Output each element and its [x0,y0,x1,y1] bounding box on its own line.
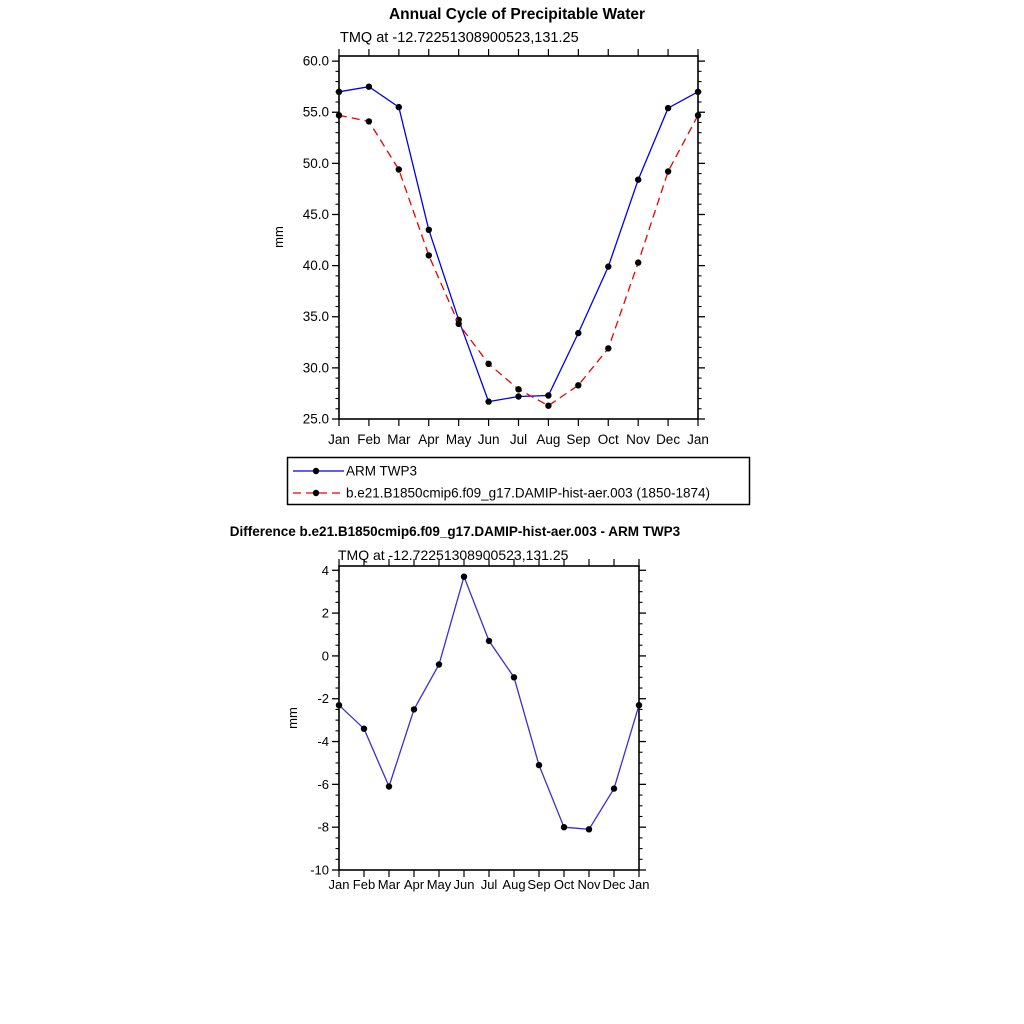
x-tick-label: Jul [509,432,528,447]
series-0-data-point [386,783,392,789]
series-0-data-point [665,105,671,111]
x-tick-label: Jun [477,432,500,447]
y-tick-label: -2 [317,691,329,707]
y-tick-label: -4 [317,734,329,750]
figure-difference [230,524,681,892]
y-tick-label: 45.0 [302,206,329,222]
fig2-title: Difference b.e21.B1850cmip6.f09_g17.DAMIP-hist-aer.003 - ARM TWP3 [229,524,681,539]
x-tick-label: Mar [387,432,411,447]
series-1-data-point [575,382,581,388]
fig1-plot-area [303,49,709,447]
series-1-data-point [456,321,462,327]
series-1-line [339,115,698,405]
series-0-line [339,577,639,830]
x-tick-label: Jan [328,432,350,447]
series-0-data-point [461,574,467,580]
fig2-subtitle: TMQ at -12.72251308900523,131.25 [338,547,569,563]
x-tick-label: Oct [597,432,619,447]
x-tick-label: Jul [480,877,498,892]
series-0-data-point [536,762,542,768]
series-0-data-point [636,702,642,708]
y-tick-label: 30.0 [302,360,329,376]
series-1-data-point [336,112,342,118]
y-tick-label: 35.0 [302,309,329,325]
series-1-data-point [635,259,641,265]
x-tick-label: Jan [328,877,350,892]
x-tick-label: Jun [453,877,475,892]
y-tick-label: 2 [321,605,329,621]
fig1-subtitle: TMQ at -12.72251308900523,131.25 [340,30,579,46]
series-0-data-point [366,84,372,90]
series-0-data-point [605,263,611,269]
x-tick-label: Jan [628,877,650,892]
series-0-data-point [695,89,701,95]
series-0-data-point [515,393,521,399]
y-tick-label: 55.0 [302,104,329,120]
x-tick-label: Feb [357,432,381,447]
y-tick-label: 60.0 [302,53,329,69]
series-0-data-point [511,674,517,680]
legend-marker-icon [313,490,319,496]
series-1-data-point [426,252,432,258]
x-tick-label: Apr [403,877,425,892]
series-0-data-point [485,398,491,404]
fig2-plot-area [310,559,649,892]
plot-frame [339,56,698,419]
x-tick-label: May [426,877,452,892]
series-0-data-point [611,785,617,791]
series-0-data-point [411,706,417,712]
series-0-data-point [586,826,592,832]
legend [288,458,750,505]
x-tick-label: Jan [687,432,709,447]
series-0-data-point [635,177,641,183]
y-tick-label: 40.0 [302,258,329,274]
series-0-data-point [336,702,342,708]
y-tick-label: 4 [321,562,329,578]
series-0-data-point [396,104,402,110]
series-1-data-point [515,386,521,392]
series-0-data-point [575,330,581,336]
legend-label-model: b.e21.B1850cmip6.f09_g17.DAMIP-hist-aer.003 (1850-1874) [346,485,710,501]
fig2-y-axis-label: mm [285,707,300,729]
series-0-data-point [361,726,367,732]
series-0-data-point [426,227,432,233]
y-tick-label: -6 [317,776,329,792]
y-tick-label: -8 [317,819,329,835]
x-tick-label: Dec [656,432,681,447]
y-tick-label: 0 [321,648,329,664]
series-1-data-point [366,118,372,124]
x-tick-label: Sep [527,877,551,892]
x-tick-label: Nov [577,877,601,892]
series-1-data-point [545,403,551,409]
x-tick-label: Dec [602,877,626,892]
y-tick-label: -10 [310,862,329,878]
series-1-data-point [665,168,671,174]
x-tick-label: Oct [553,877,575,892]
series-0-data-point [486,638,492,644]
plot-frame [339,566,639,870]
fig1-y-axis-label: mm [271,226,286,248]
legend-label-obs: ARM TWP3 [346,463,418,479]
series-0-data-point [436,661,442,667]
x-tick-label: Mar [377,877,401,892]
x-tick-label: Feb [352,877,376,892]
series-0-data-point [561,824,567,830]
x-tick-label: Aug [502,877,526,892]
figure-annual-cycle [271,6,709,447]
y-tick-label: 50.0 [302,155,329,171]
series-1-data-point [605,345,611,351]
series-1-data-point [695,112,701,118]
x-tick-label: Nov [626,432,651,447]
series-0-data-point [336,89,342,95]
x-tick-label: Apr [418,432,440,447]
series-1-data-point [485,361,491,367]
x-tick-label: Aug [536,432,561,447]
x-tick-label: May [445,432,472,447]
x-tick-label: Sep [566,432,591,447]
series-0-data-point [545,392,551,398]
fig1-title: Annual Cycle of Precipitable Water [388,6,646,23]
series-0-line [339,87,698,402]
y-tick-label: 25.0 [302,411,329,427]
legend-marker-icon [313,468,319,474]
series-1-data-point [396,166,402,172]
